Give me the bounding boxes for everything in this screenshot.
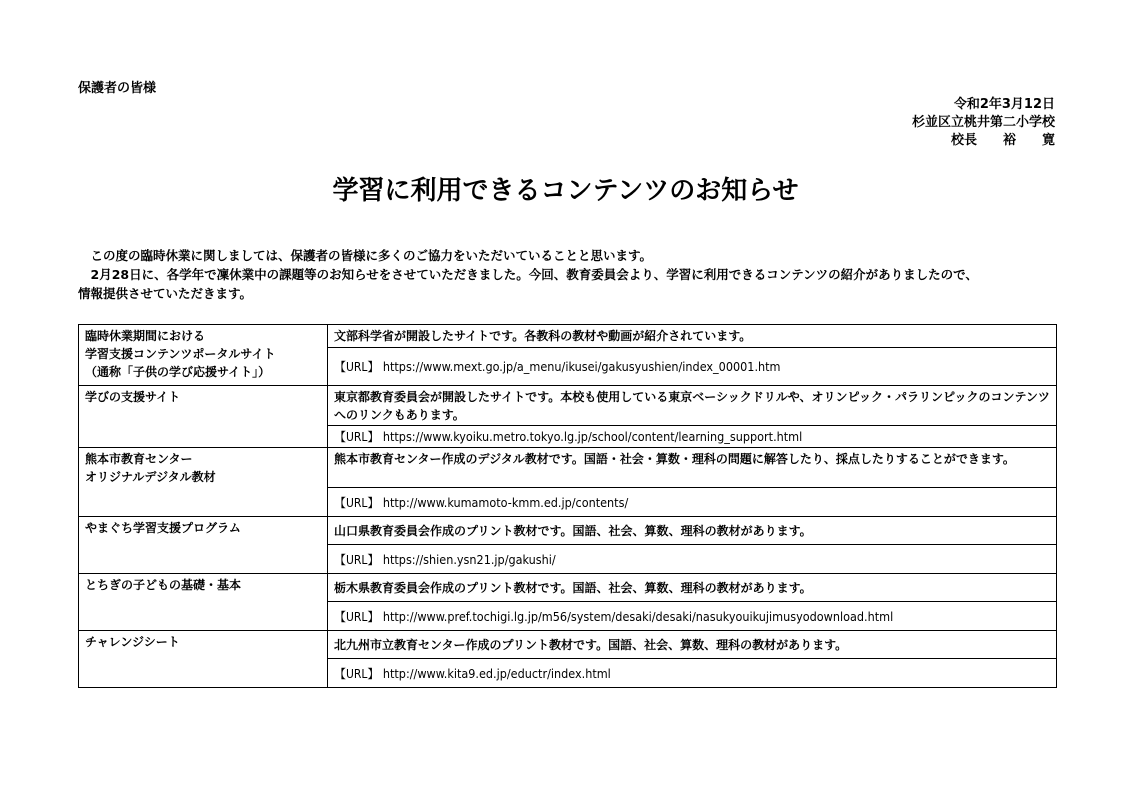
- intro-text: [78, 246, 1068, 303]
- table-row: [79, 574, 1057, 602]
- resource-url-link[interactable]: https://www.kyoiku.metro.tokyo.lg.jp/school/content/learning_support.html: [382, 429, 803, 444]
- url-label: 【URL】: [334, 495, 380, 510]
- resource-name-line: オリジナルデジタル教材: [85, 470, 216, 484]
- document-title: 学習に利用できるコンテンツのお知らせ: [332, 176, 799, 206]
- resource-name-line: チャレンジシート: [85, 635, 180, 649]
- resource-name-line: （通称「子供の学び応援サイト」）: [85, 365, 271, 379]
- resource-name: [79, 517, 328, 574]
- resource-name: [79, 325, 328, 386]
- url-label: 【URL】: [334, 430, 380, 444]
- addressee: 保護者の皆様: [78, 81, 157, 96]
- school-name: 杉並区立桃井第二小学校: [911, 115, 1055, 130]
- resource-table: [78, 324, 1057, 688]
- resource-name-line: 学習支援コンテンツポータルサイト: [85, 347, 276, 361]
- resource-description: 文部科学省が開設したサイトです。各教科の教材や動画が紹介されています。: [328, 325, 1057, 348]
- resource-url-link[interactable]: https://shien.ysn21.jp/gakushi/: [382, 551, 556, 567]
- resource-name-line: やまぐち学習支援プログラム: [85, 521, 241, 535]
- intro-line-3: 情報提供させていただきます。: [78, 286, 253, 301]
- table-row: [79, 517, 1057, 545]
- intro-line-1: この度の臨時休業に関しましては、保護者の皆様に多くのご協力をいただいていることと思います。: [90, 248, 653, 263]
- resource-name: [79, 574, 328, 631]
- resource-name: [79, 631, 328, 688]
- resource-url-link[interactable]: http://www.pref.tochigi.lg.jp/m56/system/desaki/desaki/nasukyouikujimusyodownload.html: [382, 608, 894, 624]
- sender-block: [912, 96, 1055, 150]
- issue-date: 令和2年3月12日: [953, 97, 1055, 112]
- resource-description: 北九州市立教育センター作成のプリント教材です。国語、社会、算数、理科の教材があります。: [328, 631, 1057, 659]
- resource-url-cell: [328, 426, 1057, 448]
- url-label: 【URL】: [334, 666, 380, 681]
- resource-name-line: 臨時休業期間における: [85, 329, 206, 343]
- url-label: 【URL】: [334, 552, 380, 567]
- intro-line-2: 2月28日に、各学年で凜休業中の課題等のお知らせをさせていただきました。今回、教育委員会より、学習に利用できるコンテンツの紹介がありましたので、: [90, 267, 978, 282]
- resource-description: 東京都教育委員会が開設したサイトです。本校も使用している東京ベーシックドリルや、オリンピック・パラリンピックのコンテンツへのリンクもあります。: [328, 386, 1057, 426]
- table-row: [79, 325, 1057, 348]
- resource-url-cell: [328, 348, 1057, 386]
- resource-description: 熊本市教育センター作成のデジタル教材です。国語・社会・算数・理科の問題に解答したり、採点したりすることができます。: [328, 448, 1057, 488]
- resource-description: 栃木県教育委員会作成のプリント教材です。国語、社会、算数、理科の教材があります。: [328, 574, 1057, 602]
- resource-name: [79, 386, 328, 448]
- resource-url-link[interactable]: https://www.mext.go.jp/a_menu/ikusei/gakusyushien/index_00001.htm: [382, 359, 781, 374]
- resource-url-link[interactable]: http://www.kumamoto-kmm.ed.jp/contents/: [382, 494, 629, 510]
- resource-url-cell: [328, 488, 1057, 517]
- resource-name-line: とちぎの子どもの基礎・基本: [85, 578, 242, 592]
- principal-name: 校長 裕 寛: [950, 133, 1055, 148]
- table-row: [79, 631, 1057, 659]
- table-row: [79, 448, 1057, 488]
- resource-name-line: 熊本市教育センター: [85, 452, 193, 466]
- resource-url-cell: [328, 545, 1057, 574]
- resource-url-cell: [328, 659, 1057, 688]
- resource-url-cell: [328, 602, 1057, 631]
- resource-description: 山口県教育委員会作成のプリント教材です。国語、社会、算数、理科の教材があります。: [328, 517, 1057, 545]
- resource-name: [79, 448, 328, 517]
- url-label: 【URL】: [334, 360, 380, 374]
- resource-name-line: 学びの支援サイト: [85, 390, 181, 404]
- url-label: 【URL】: [334, 609, 380, 624]
- table-row: [79, 386, 1057, 426]
- resource-url-link[interactable]: http://www.kita9.ed.jp/eductr/index.html: [382, 665, 611, 681]
